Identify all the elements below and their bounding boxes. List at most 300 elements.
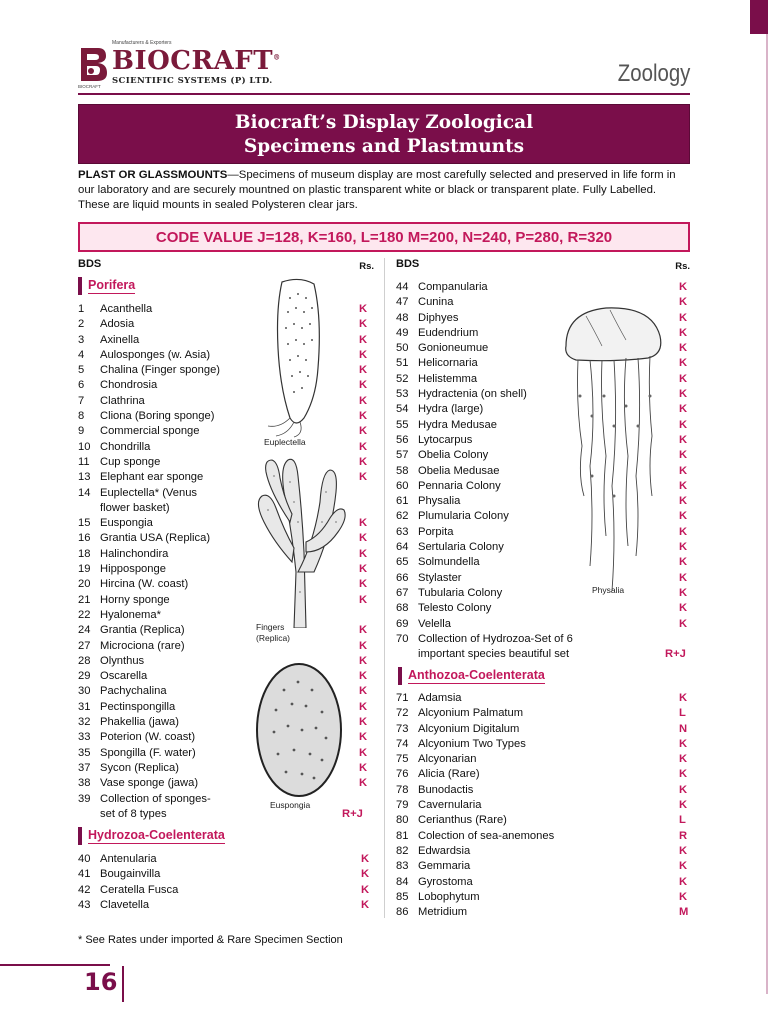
item-code: K <box>679 403 688 416</box>
item-code: K <box>679 464 688 477</box>
item-name: Euspongia <box>100 517 153 530</box>
item-code: K <box>359 471 368 484</box>
euspongia-caption: Euspongia <box>270 800 311 810</box>
list-item <box>396 905 690 920</box>
item-name: Sertularia Colony <box>418 541 504 554</box>
item-code: K <box>359 318 368 331</box>
category-bar <box>78 827 82 845</box>
item-code: K <box>679 495 688 508</box>
item-number: 86 <box>396 906 409 919</box>
item-name: Obelia Medusae <box>418 464 500 477</box>
item-number: 24 <box>78 624 91 637</box>
item-number: 82 <box>396 844 409 857</box>
intro-lead: PLAST OR GLASSMOUNTS <box>78 169 228 181</box>
item-number: 62 <box>396 510 409 523</box>
list-item <box>78 867 374 882</box>
item-name: Alcyonium Two Types <box>418 737 526 750</box>
item-name: Pachychalina <box>100 685 167 698</box>
code-value-text: CODE VALUE J=128, K=160, L=180 M=200, N=240, P=280, R=320 <box>155 228 613 246</box>
item-code: K <box>359 333 368 346</box>
euplectella-caption: Euplectella <box>264 437 306 447</box>
item-code: K <box>359 716 368 729</box>
item-number: 78 <box>396 783 409 796</box>
item-name: Pectinspongilla <box>100 700 176 713</box>
item-number: 7 <box>78 394 85 407</box>
item-number: 4 <box>78 348 85 361</box>
right-rs-label: Rs. <box>675 261 690 272</box>
item-name: Pennaria Colony <box>418 479 501 492</box>
item-name: Collection of Hydrozoa-Set of 6 <box>418 632 573 645</box>
list-item <box>396 890 690 905</box>
item-code: K <box>679 281 688 293</box>
item-name: Bougainvilla <box>100 868 161 881</box>
item-code: M <box>679 906 689 919</box>
item-number: 14 <box>78 486 91 499</box>
item-number: 3 <box>78 333 85 346</box>
list-item <box>396 844 690 859</box>
category-bar <box>78 277 82 295</box>
item-code: K <box>679 372 688 385</box>
item-code: K <box>679 737 688 750</box>
footnote: * See Rates under imported & Rare Specimen Section <box>78 934 343 946</box>
item-name: Microciona (rare) <box>100 639 185 652</box>
intro-paragraph <box>78 168 690 214</box>
item-name: Cliona (Boring sponge) <box>100 410 215 423</box>
item-name: Tubularia Colony <box>418 586 503 599</box>
item-number: 22 <box>78 608 91 621</box>
fingers-sponge-illustration <box>244 452 354 628</box>
item-code: K <box>359 348 368 361</box>
item-name: Plumularia Colony <box>418 510 509 523</box>
banner-line-1: Biocraft’s Display Zoological <box>234 112 534 133</box>
item-number: 38 <box>78 777 91 790</box>
item-name: Alcyonarian <box>418 753 477 766</box>
hydrozoa-left-list <box>78 852 374 913</box>
item-number: 51 <box>396 357 409 370</box>
item-code: K <box>679 479 688 492</box>
item-name: flower basket) <box>100 501 170 514</box>
item-number: 2 <box>78 318 85 331</box>
item-code: N <box>679 722 688 735</box>
item-number: 10 <box>78 440 91 453</box>
brand-small: BIOCRAFT <box>78 84 101 89</box>
banner-title <box>79 111 689 159</box>
item-code: K <box>359 532 368 545</box>
list-item <box>396 691 690 706</box>
item-code: K <box>679 783 688 796</box>
item-number: 69 <box>396 617 409 630</box>
item-name: Cup sponge <box>100 455 161 468</box>
intro-text: —Specimens of museum display are most carefully selected and preserved in life form in our laboratory and are securely mountned on plastic transparent white or black or transparent plate. Fully Labelled. These are liquid mounts in sealed Polysteren clear jars. <box>78 169 676 212</box>
euspongia-illustration <box>254 660 344 800</box>
item-number: 48 <box>396 311 409 324</box>
item-name: Hydractenia (on shell) <box>418 388 527 401</box>
item-name: Sycon (Replica) <box>100 761 179 774</box>
item-code: L <box>679 814 686 827</box>
item-name: Eudendrium <box>418 326 479 339</box>
page-number: 16 <box>84 968 118 996</box>
list-item <box>78 639 374 654</box>
item-number: 31 <box>78 700 91 713</box>
item-name: Cerianthus (Rare) <box>418 814 507 827</box>
item-number: 84 <box>396 875 409 888</box>
item-code: K <box>359 578 368 591</box>
item-number: 42 <box>78 883 91 896</box>
item-code: K <box>359 593 368 606</box>
item-code: K <box>679 617 688 630</box>
item-name: Euplectella* (Venus <box>100 486 198 499</box>
item-number: 79 <box>396 799 409 812</box>
item-code: K <box>679 357 688 370</box>
item-name: Gyrostoma <box>418 875 473 888</box>
list-item <box>396 829 690 844</box>
item-name: Alcyonium Palmatum <box>418 707 524 720</box>
item-number: 61 <box>396 495 409 508</box>
item-code: K <box>679 571 688 584</box>
item-number: 43 <box>78 898 91 911</box>
item-name: Spongilla (F. water) <box>100 746 196 759</box>
item-number: 37 <box>78 761 91 774</box>
item-name: Alicia (Rare) <box>418 768 480 781</box>
item-number: 67 <box>396 586 409 599</box>
list-item <box>396 752 690 767</box>
item-number: 35 <box>78 746 91 759</box>
item-name: Acanthella <box>100 303 153 315</box>
code-value-box <box>78 222 690 252</box>
item-number: 72 <box>396 707 409 720</box>
category-bar <box>398 667 402 685</box>
item-code: K <box>359 303 368 315</box>
item-number: 29 <box>78 670 91 683</box>
item-code: K <box>679 311 688 324</box>
item-code: K <box>359 685 368 698</box>
item-number: 20 <box>78 578 91 591</box>
item-number: 76 <box>396 768 409 781</box>
item-number: 19 <box>78 563 91 576</box>
item-name: Adamsia <box>418 692 462 704</box>
item-number: 65 <box>396 556 409 569</box>
item-code: K <box>359 440 368 453</box>
item-name: Clavetella <box>100 898 150 911</box>
title-banner <box>78 104 690 164</box>
item-name: Bunodactis <box>418 783 474 796</box>
item-code: K <box>679 541 688 554</box>
fingers-caption-1: Fingers <box>256 622 285 632</box>
header-rule <box>78 93 690 95</box>
item-name: Obelia Colony <box>418 449 489 462</box>
item-number: 52 <box>396 372 409 385</box>
item-code: K <box>679 433 688 446</box>
item-code: K <box>679 556 688 569</box>
item-name: Hipposponge <box>100 563 166 576</box>
item-number: 49 <box>396 326 409 339</box>
item-code: K <box>361 853 370 865</box>
item-code: K <box>679 449 688 462</box>
item-name: Clathrina <box>100 394 145 407</box>
item-number: 27 <box>78 639 91 652</box>
category-label: Porifera <box>88 278 136 292</box>
column-divider <box>384 258 385 918</box>
item-number: 21 <box>78 593 91 606</box>
item-name: Stylaster <box>418 571 462 584</box>
item-number: 41 <box>78 868 91 881</box>
item-code: K <box>359 670 368 683</box>
right-column-header <box>396 258 690 280</box>
item-name: Helistemma <box>418 372 478 385</box>
item-number: 74 <box>396 737 409 750</box>
item-name: Lytocarpus <box>418 433 473 446</box>
item-code: K <box>359 364 368 377</box>
item-code: K <box>359 746 368 759</box>
category-label: Hydrozoa-Coelenterata <box>88 828 225 842</box>
list-item <box>396 875 690 890</box>
item-number: 9 <box>78 425 85 438</box>
item-number: 5 <box>78 364 85 377</box>
category-anthozoa <box>398 667 545 685</box>
item-name: Commercial sponge <box>100 425 200 438</box>
brand-logo-block <box>78 40 281 90</box>
item-number: 16 <box>78 532 91 545</box>
category-hydrozoa <box>78 827 225 845</box>
item-code: K <box>679 768 688 781</box>
item-code: K <box>361 883 370 896</box>
item-name: Physalia <box>418 495 461 508</box>
item-number: 47 <box>396 296 409 309</box>
brand-tagline: Manufacturers & Exporters <box>112 40 172 46</box>
item-code: K <box>679 586 688 599</box>
item-number: 13 <box>78 471 91 484</box>
item-number: 50 <box>396 342 409 355</box>
section-title: Zoology <box>617 60 690 87</box>
item-code: K <box>359 394 368 407</box>
item-name: Cunina <box>418 296 454 309</box>
item-number: 81 <box>396 829 409 842</box>
list-item <box>396 813 690 828</box>
item-name: Metridium <box>418 906 468 919</box>
item-number: 83 <box>396 860 409 873</box>
item-name: Adosia <box>100 318 135 331</box>
item-name: Oscarella <box>100 670 148 683</box>
list-item <box>396 601 690 616</box>
item-name: Grantia (Replica) <box>100 624 185 637</box>
item-code: K <box>359 379 368 392</box>
list-item <box>78 807 374 822</box>
item-code: R+J <box>665 648 686 661</box>
item-number: 54 <box>396 403 409 416</box>
item-code: K <box>359 654 368 667</box>
item-code: K <box>361 898 370 911</box>
list-item <box>78 898 374 913</box>
item-name: Collection of sponges- <box>100 792 211 805</box>
item-name: Olynthus <box>100 654 145 667</box>
item-number: 63 <box>396 525 409 538</box>
list-item <box>396 798 690 813</box>
item-number: 75 <box>396 753 409 766</box>
item-code: K <box>679 799 688 812</box>
item-number: 30 <box>78 685 91 698</box>
item-code: K <box>679 602 688 615</box>
item-number: 64 <box>396 541 409 554</box>
item-number: 1 <box>78 303 85 315</box>
item-name: Gemmaria <box>418 860 471 873</box>
item-number: 60 <box>396 479 409 492</box>
item-name: Chalina (Finger sponge) <box>100 364 221 377</box>
item-number: 8 <box>78 410 85 423</box>
item-code: K <box>679 418 688 431</box>
euplectella-illustration <box>260 278 334 438</box>
item-name: Aulosponges (w. Asia) <box>100 348 211 361</box>
item-name: Grantia USA (Replica) <box>100 532 211 545</box>
list-item <box>396 767 690 782</box>
item-number: 15 <box>78 517 91 530</box>
item-number: 71 <box>396 692 409 704</box>
item-number: 80 <box>396 814 409 827</box>
item-number: 28 <box>78 654 91 667</box>
item-code: R <box>679 829 688 842</box>
item-name: Cavernularia <box>418 799 482 812</box>
item-number: 33 <box>78 731 91 744</box>
item-number: 32 <box>78 716 91 729</box>
item-name: Horny sponge <box>100 593 170 606</box>
item-name: Hydra Medusae <box>418 418 497 431</box>
item-number: 66 <box>396 571 409 584</box>
item-number: 44 <box>396 281 409 293</box>
item-number: 40 <box>78 853 91 865</box>
item-number: 70 <box>396 632 409 645</box>
brand-subtitle: SCIENTIFIC SYSTEMS (P) LTD. <box>112 76 273 86</box>
item-name: important species beautiful set <box>418 648 570 661</box>
list-item <box>78 852 374 867</box>
item-code: K <box>679 875 688 888</box>
item-code: K <box>359 517 368 530</box>
left-rs-label: Rs. <box>359 261 374 272</box>
item-number: 58 <box>396 464 409 477</box>
item-name: Velella <box>418 617 451 630</box>
item-code: K <box>679 326 688 339</box>
right-column <box>396 258 690 280</box>
item-name: Hircina (W. coast) <box>100 578 189 591</box>
brand-name: BIOCRAFT® <box>112 46 281 76</box>
item-name: Helicornaria <box>418 357 478 370</box>
item-code: K <box>679 890 688 903</box>
item-name: Chondrilla <box>100 440 151 453</box>
item-code: K <box>359 624 368 637</box>
item-name: Gonioneumue <box>418 342 489 355</box>
item-code: K <box>359 761 368 774</box>
item-number: 73 <box>396 722 409 735</box>
right-bds-label: BDS <box>396 258 420 270</box>
list-item <box>396 280 690 295</box>
item-code: R+J <box>342 807 363 820</box>
item-number: 55 <box>396 418 409 431</box>
item-name: Lobophytum <box>418 890 480 903</box>
item-name: Phakellia (jawa) <box>100 716 179 729</box>
item-name: Telesto Colony <box>418 602 492 615</box>
item-name: Antenularia <box>100 853 157 865</box>
anthozoa-list <box>396 691 690 920</box>
item-number: 6 <box>78 379 85 392</box>
item-code: K <box>359 455 368 468</box>
item-number: 39 <box>78 792 91 805</box>
item-code: K <box>359 563 368 576</box>
fingers-caption-2: (Replica) <box>256 633 291 643</box>
item-code: K <box>679 296 688 309</box>
biocraft-logo-icon <box>78 44 108 84</box>
item-name: Halinchondira <box>100 547 169 560</box>
item-code: K <box>359 700 368 713</box>
item-name: Hyalonema* <box>100 608 161 621</box>
item-code: K <box>679 753 688 766</box>
item-number: 85 <box>396 890 409 903</box>
item-code: K <box>359 425 368 438</box>
item-name: Elephant ear sponge <box>100 471 204 484</box>
category-porifera <box>78 277 135 295</box>
item-code: L <box>679 707 686 720</box>
physalia-caption: Physalia <box>592 585 625 595</box>
category-label: Anthozoa-Coelenterata <box>408 668 545 682</box>
item-number: 53 <box>396 388 409 401</box>
item-name: Solmundella <box>418 556 480 569</box>
item-name: Axinella <box>100 333 140 346</box>
item-name: Diphyes <box>418 311 459 324</box>
item-code: K <box>359 547 368 560</box>
list-item <box>396 859 690 874</box>
item-name: Ceratella Fusca <box>100 883 179 896</box>
item-code: K <box>679 844 688 857</box>
list-item <box>78 883 374 898</box>
item-code: K <box>359 639 368 652</box>
list-item <box>396 722 690 737</box>
left-bds-label: BDS <box>78 258 102 270</box>
item-name: Vase sponge (jawa) <box>100 777 199 790</box>
item-number: 11 <box>78 455 90 468</box>
item-number: 56 <box>396 433 409 446</box>
item-number: 57 <box>396 449 409 462</box>
list-item <box>396 783 690 798</box>
list-item <box>396 617 690 632</box>
page-number-box <box>78 966 124 1002</box>
item-name: set of 8 types <box>100 807 167 820</box>
item-code: K <box>679 510 688 523</box>
banner-line-2: Specimens and Plastmunts <box>243 136 525 157</box>
item-code: K <box>359 731 368 744</box>
item-code: K <box>359 777 368 790</box>
list-item <box>396 737 690 752</box>
item-number: 18 <box>78 547 91 560</box>
list-item <box>396 647 690 662</box>
item-name: Alcyonium Digitalum <box>418 722 520 735</box>
physalia-illustration <box>556 296 666 596</box>
item-code: K <box>679 388 688 401</box>
list-item <box>396 632 690 647</box>
item-name: Hydra (large) <box>418 403 484 416</box>
item-code: K <box>679 342 688 355</box>
corner-tab <box>750 0 768 34</box>
item-name: Chondrosia <box>100 379 158 392</box>
item-name: Colection of sea-anemones <box>418 829 555 842</box>
item-code: K <box>679 860 688 873</box>
item-code: K <box>361 868 370 881</box>
item-name: Poterion (W. coast) <box>100 731 196 744</box>
item-number: 68 <box>396 602 409 615</box>
item-name: Edwardsia <box>418 844 471 857</box>
item-code: K <box>679 692 688 704</box>
item-name: Companularia <box>418 281 488 293</box>
list-item <box>396 706 690 721</box>
item-name: Porpita <box>418 525 454 538</box>
item-code: K <box>359 410 368 423</box>
item-code: K <box>679 525 688 538</box>
